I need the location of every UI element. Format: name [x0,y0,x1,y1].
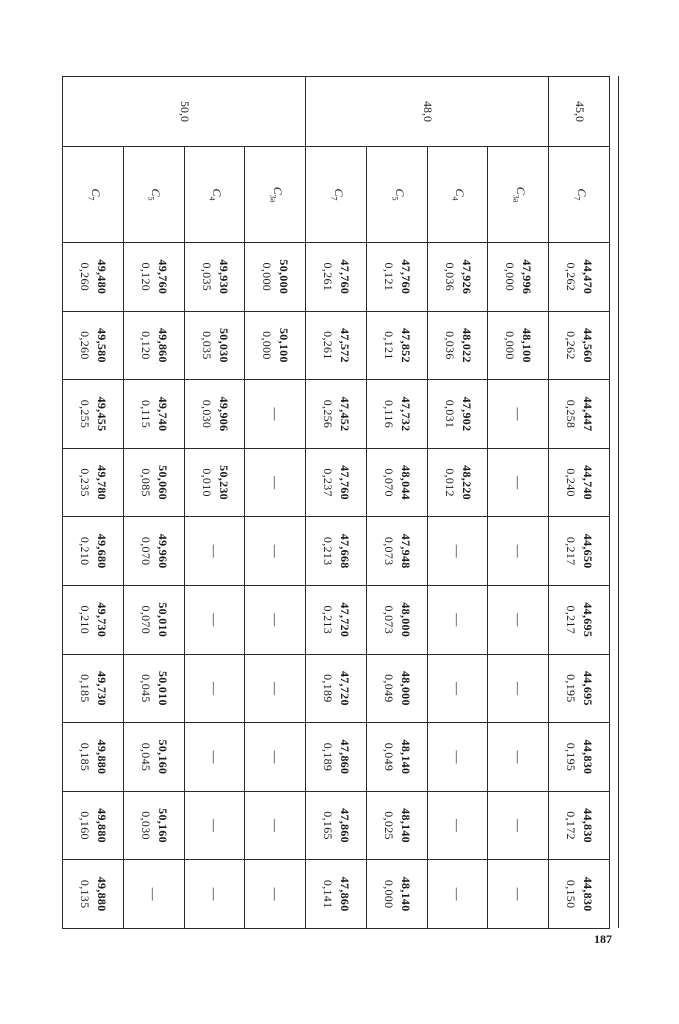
fit-class-cell [245,147,306,243]
page-edge-line [618,76,619,928]
fit-class-subscript: 7 [86,196,96,201]
value-cell [427,448,488,517]
value-cell [245,517,306,586]
dimension-value: 48,022 [459,327,474,363]
dimension-value: 49,960 [155,533,170,569]
dimension-value: 50,000 [277,259,292,295]
table-row [63,77,124,929]
value-cell [63,380,124,449]
value-cell [366,654,427,723]
empty-dash: — [450,544,466,558]
fit-class-subscript: 3а [511,194,521,203]
table-row [123,77,184,929]
dimension-value: 49,580 [94,327,109,363]
tolerance-value: 0,217 [564,605,579,635]
value-cell [245,380,306,449]
tolerance-value: 0,049 [381,674,396,703]
value-cell [184,243,245,312]
dimension-value: 47,860 [338,739,353,775]
value-cell [63,723,124,792]
tolerance-value: 0,165 [321,811,336,840]
value-cell [549,311,610,380]
dimension-value: 49,730 [94,670,109,706]
dimension-value: 47,720 [338,602,353,638]
value-cell [245,585,306,654]
value-cell [306,380,367,449]
table-row [245,77,306,929]
value-cell [123,585,184,654]
tolerance-value: 0,115 [138,399,153,429]
value-cell [366,448,427,517]
dimension-value: 49,930 [216,259,231,295]
value-cell [245,654,306,723]
dimension-value: 47,860 [338,808,353,843]
fit-class-cell [488,147,549,243]
tolerance-value: 0,121 [381,262,396,292]
tolerance-value: 0,262 [564,331,579,360]
empty-dash: — [510,750,526,764]
fit-class-subscript: 7 [329,196,339,201]
value-cell [427,791,488,860]
dimension-value: 49,880 [94,808,109,843]
dimension-value: 50,010 [155,670,170,706]
value-cell [306,860,367,929]
tolerance-value: 0,085 [138,468,153,497]
value-cell [184,311,245,380]
tolerance-value: 0,255 [77,399,92,429]
value-cell [488,723,549,792]
tolerance-value: 0,025 [381,811,396,840]
tolerance-value: 0,258 [564,399,579,429]
tolerance-value: 0,000 [503,262,518,292]
fit-class-subscript: 3а [268,194,278,203]
empty-dash: — [207,544,223,558]
tolerance-value: 0,116 [381,399,396,429]
dimension-value: 47,760 [398,259,413,295]
dimension-value: 50,100 [277,327,292,363]
tolerance-value: 0,000 [503,331,518,360]
value-cell [63,448,124,517]
value-cell [549,517,610,586]
tolerance-value: 0,189 [321,742,336,772]
table-row [427,77,488,929]
tolerance-value: 0,261 [321,331,336,360]
tolerance-value: 0,210 [77,536,92,566]
dimension-value: 50,230 [216,465,231,500]
tolerance-value: 0,217 [564,536,579,566]
table-row [488,77,549,929]
fit-class-letter: C [392,188,407,197]
tolerance-value: 0,261 [321,262,336,292]
empty-dash: — [267,476,283,490]
value-cell [549,791,610,860]
value-cell [366,791,427,860]
tolerance-value: 0,235 [77,468,92,497]
fit-class-letter: C [149,188,164,197]
fit-class-subscript: 5 [147,196,157,201]
empty-dash: — [267,544,283,558]
value-cell [63,243,124,312]
fit-class-subscript: 7 [572,196,582,201]
tolerance-value: 0,195 [564,742,579,772]
dimension-value: 47,860 [338,876,353,912]
value-cell [488,860,549,929]
table-row [306,77,367,929]
value-cell [184,860,245,929]
tolerance-value: 0,070 [138,605,153,635]
dimension-value: 47,760 [338,465,353,500]
value-cell [549,723,610,792]
table-row [549,77,610,929]
dimension-value: 48,140 [398,739,413,775]
value-cell [184,723,245,792]
dimension-value: 48,000 [398,670,413,706]
value-cell [427,860,488,929]
nominal-diameter-cell: 45,0 [549,77,610,147]
empty-dash: — [510,544,526,558]
value-cell [306,448,367,517]
value-cell [366,380,427,449]
fit-class-letter: C [88,188,103,197]
value-cell [63,654,124,723]
value-cell [488,585,549,654]
tolerance-value: 0,260 [77,331,92,360]
value-cell [245,791,306,860]
empty-dash: — [267,750,283,764]
fit-class-cell [366,147,427,243]
value-cell [427,585,488,654]
value-cell [123,380,184,449]
value-cell [549,448,610,517]
tolerance-value: 0,213 [321,536,336,566]
dimension-value: 48,044 [398,465,413,500]
value-cell [306,791,367,860]
dimension-value: 50,030 [216,327,231,363]
empty-dash: — [207,819,223,833]
empty-dash: — [450,819,466,833]
value-cell [245,448,306,517]
value-cell [488,311,549,380]
value-cell [63,311,124,380]
value-cell [123,448,184,517]
dimension-value: 49,740 [155,396,170,432]
value-cell [123,243,184,312]
dimension-value: 49,906 [216,396,231,432]
dimension-value: 44,740 [581,465,596,500]
dimension-value: 47,996 [520,259,535,295]
dimension-value: 44,830 [581,739,596,775]
value-cell [306,243,367,312]
value-cell [63,517,124,586]
empty-dash: — [510,819,526,833]
dimension-value: 47,852 [398,327,413,363]
empty-dash: — [510,613,526,627]
empty-dash: — [207,681,223,695]
tolerance-value: 0,030 [199,399,214,429]
tolerance-value: 0,031 [442,399,457,429]
dimension-value: 44,695 [581,670,596,706]
dimension-value: 47,668 [338,533,353,569]
tolerance-value: 0,070 [138,536,153,566]
value-cell [366,585,427,654]
value-cell [366,311,427,380]
dimension-value: 44,830 [581,808,596,843]
dimension-value: 49,860 [155,327,170,363]
empty-dash: — [510,887,526,901]
tolerance-value: 0,030 [138,811,153,840]
value-cell [63,791,124,860]
value-cell [306,723,367,792]
tolerance-value: 0,172 [564,811,579,840]
fit-class-subscript: 5 [390,196,400,201]
tolerance-value: 0,012 [442,468,457,497]
dimension-value: 50,160 [155,808,170,843]
value-cell [123,791,184,860]
value-cell [427,380,488,449]
value-cell [488,791,549,860]
empty-dash: — [267,887,283,901]
value-cell [366,723,427,792]
empty-dash: — [450,750,466,764]
fit-class-letter: C [453,188,468,197]
tolerance-value: 0,213 [321,605,336,635]
value-cell [427,517,488,586]
dimension-value: 48,220 [459,465,474,500]
value-cell [63,860,124,929]
value-cell [184,380,245,449]
value-cell [488,243,549,312]
tolerance-value: 0,073 [381,605,396,635]
dimension-value: 49,880 [94,876,109,912]
tolerance-value: 0,035 [199,262,214,292]
empty-dash: — [267,681,283,695]
dimension-value: 49,680 [94,533,109,569]
value-cell [488,448,549,517]
empty-dash: — [207,887,223,901]
tolerance-value: 0,000 [381,879,396,909]
value-cell [184,654,245,723]
empty-dash: — [207,613,223,627]
tolerance-value: 0,120 [138,262,153,292]
tolerance-value: 0,045 [138,674,153,703]
fit-class-letter: C [270,186,285,195]
tolerance-value: 0,210 [77,605,92,635]
fit-class-cell [306,147,367,243]
tolerance-value: 0,185 [77,742,92,772]
dimension-value: 47,732 [398,396,413,432]
value-cell [245,311,306,380]
fit-class-cell [63,147,124,243]
fit-class-letter: C [514,186,529,195]
value-cell [549,585,610,654]
fit-class-subscript: 4 [207,196,217,201]
tolerance-value: 0,160 [77,811,92,840]
table-row [366,77,427,929]
empty-dash: — [510,681,526,695]
empty-dash: — [510,476,526,490]
value-cell [427,311,488,380]
empty-dash: — [207,750,223,764]
page-number: 187 [594,932,612,946]
value-cell [427,243,488,312]
fit-class-cell [549,147,610,243]
value-cell [549,654,610,723]
fit-class-letter: C [210,188,225,197]
tolerance-value: 0,237 [321,468,336,497]
dimension-value: 49,480 [94,259,109,295]
dimension-value: 49,760 [155,259,170,295]
tolerance-value: 0,121 [381,331,396,360]
value-cell [366,243,427,312]
dimension-value: 47,720 [338,670,353,706]
value-cell [184,585,245,654]
dimension-value: 49,455 [94,396,109,432]
empty-dash: — [450,613,466,627]
value-cell [306,517,367,586]
tolerance-value: 0,073 [381,536,396,566]
tolerance-value: 0,070 [381,468,396,497]
dimension-value: 48,140 [398,876,413,912]
fit-class-letter: C [574,188,589,197]
value-cell [488,654,549,723]
dimension-value: 47,948 [398,533,413,569]
tolerance-value: 0,260 [77,262,92,292]
dimension-value: 50,010 [155,602,170,638]
tolerance-value: 0,150 [564,879,579,909]
dimension-value: 44,560 [581,327,596,363]
thread-dimensions-table [62,76,610,929]
empty-dash: — [267,819,283,833]
value-cell [549,380,610,449]
value-cell [184,791,245,860]
dimension-value: 50,160 [155,739,170,775]
dimension-value: 44,447 [581,396,596,432]
dimension-value: 49,730 [94,602,109,638]
dimension-value: 48,100 [520,327,535,363]
tolerance-value: 0,185 [77,674,92,703]
dimension-value: 48,140 [398,808,413,843]
value-cell [123,723,184,792]
tolerance-value: 0,000 [260,331,275,360]
dimension-value: 47,760 [338,259,353,295]
value-cell [245,723,306,792]
value-cell [366,860,427,929]
tolerance-value: 0,036 [442,331,457,360]
dimension-value: 49,780 [94,465,109,500]
dimension-value: 47,926 [459,259,474,295]
value-cell [306,311,367,380]
tolerance-value: 0,240 [564,468,579,497]
value-cell [488,380,549,449]
value-cell [245,860,306,929]
tolerance-value: 0,035 [199,331,214,360]
value-cell [123,311,184,380]
tolerance-value: 0,256 [321,399,336,429]
tolerance-value: 0,195 [564,674,579,703]
fit-class-cell [123,147,184,243]
value-cell [549,243,610,312]
empty-dash: — [450,887,466,901]
empty-dash: — [267,407,283,421]
value-cell [306,585,367,654]
value-cell [427,723,488,792]
value-cell [63,585,124,654]
tolerance-value: 0,135 [77,879,92,909]
value-cell [366,517,427,586]
dimension-value: 49,880 [94,739,109,775]
value-cell [488,517,549,586]
empty-dash: — [510,407,526,421]
dimension-value: 44,695 [581,602,596,638]
fit-class-letter: C [331,188,346,197]
tolerance-value: 0,000 [260,262,275,292]
nominal-diameter-cell: 50,0 [63,77,306,147]
tolerance-value: 0,049 [381,742,396,772]
value-cell [123,517,184,586]
dimension-value: 47,902 [459,396,474,432]
tolerance-value: 0,010 [199,468,214,497]
empty-dash: — [450,681,466,695]
value-cell [549,860,610,929]
table-row [184,77,245,929]
dimension-value: 47,572 [338,327,353,363]
value-cell [184,448,245,517]
tolerance-value: 0,045 [138,742,153,772]
fit-class-cell [184,147,245,243]
value-cell [245,243,306,312]
value-cell [123,654,184,723]
dimension-value: 48,000 [398,602,413,638]
dimension-value: 44,650 [581,533,596,569]
tolerance-value: 0,262 [564,262,579,292]
dimension-value: 47,452 [338,396,353,432]
tolerance-value: 0,141 [321,879,336,909]
fit-class-subscript: 4 [450,196,460,201]
tolerance-value: 0,189 [321,674,336,703]
dimension-value: 44,830 [581,876,596,912]
empty-dash: — [267,613,283,627]
tolerance-value: 0,036 [442,262,457,292]
value-cell [306,654,367,723]
dimension-value: 50,060 [155,465,170,500]
fit-class-cell [427,147,488,243]
nominal-diameter-cell: 48,0 [306,77,549,147]
value-cell [184,517,245,586]
empty-dash: — [146,887,162,901]
rotated-table-container [62,76,610,928]
value-cell [123,860,184,929]
tolerance-value: 0,120 [138,331,153,360]
dimension-value: 44,470 [581,259,596,295]
value-cell [427,654,488,723]
